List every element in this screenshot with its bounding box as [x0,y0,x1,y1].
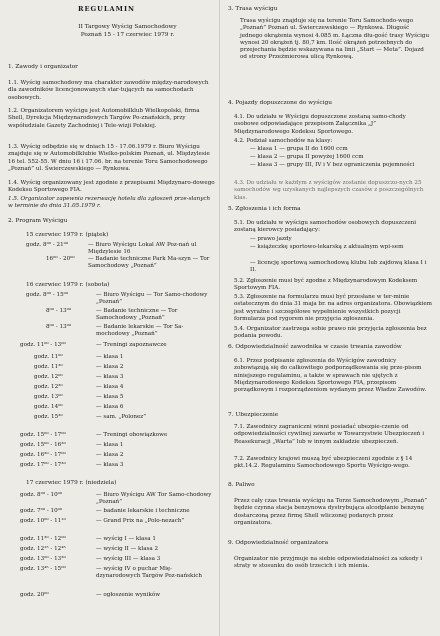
schedule-text: — wyścig IV o puchar Mię-dzynarodowych Targów Poz-nańskich [96,566,202,580]
section-7-heading: 7. Ubezpieczenie [228,412,279,418]
paragraph-5-1: 5.1. Do udziału w wyścigu samochodów osobowych dopuszczeni zostaną kierowcy posiadający: [234,220,417,234]
schedule-time: godz. 13⁰⁰ - 13³⁰ [20,556,66,562]
schedule-text: — klasa 3 [96,374,124,380]
schedule-text: — Badanie techniczne Park Ma-szyn — Tor Samochodowy „Poznań” [88,256,210,270]
schedule-time: godz. 12³⁰ [34,384,63,390]
schedule-text: — Badanie lekarskie — Tor Sa-mochodowy „Poznań” [96,324,184,338]
schedule-time: godz. 11⁰⁰ - 13⁰⁰ [20,342,66,348]
schedule-time: godz. 11³⁰ [34,364,63,370]
schedule-text: — sam. „Polonez” [96,414,147,420]
schedule-time: godz. 8⁰⁰ - 10⁰⁰ [20,492,63,498]
section-2-heading: 2. Program Wyścigu [8,218,68,224]
schedule-time: 16⁰⁰ - 20⁰⁰ [46,256,75,262]
schedule-text: — Treningi obowiązkowe [96,432,168,438]
class-1: — klasa 1 — grupa II do 1600 ccm [250,146,348,152]
schedule-time: godz. 13⁴⁵ - 15⁰⁰ [20,566,66,572]
schedule-time: godz. 13⁰⁰ [34,394,63,400]
paragraph-1-1: 1.1. Wyścig samochodowy ma charakter zawodów między-narodowych dla zawodników licencjonowanych star-tujących na samochodach osobowych. [8,80,209,101]
schedule-time: godz. 8⁰⁰ - 21⁰⁰ [26,242,69,248]
paragraph-5-4: 5.4. Organizator zastrzega sobie prawo nie przyjęcia zgłoszenia bez podania powodu. [234,326,427,340]
schedule-time: godz. 11³⁰ - 12⁰⁰ [20,536,66,542]
schedule-time: godz. 12⁰⁰ [34,374,63,380]
schedule-time: 8⁰⁰ - 13⁰⁰ [46,308,72,314]
schedule-time: godz. 12¹⁵ - 12⁴⁵ [20,546,66,552]
requirement-item: — książeczkę sportowo-lekarską z aktualnym wpi-sem [250,244,404,250]
schedule-time: godz. 17⁰⁰ - 17³⁰ [20,462,66,468]
schedule-time: godz. 14⁰⁰ [34,404,63,410]
schedule-text: — klasa 3 [96,462,124,468]
date-16-june: 16 czerwiec 1979 r. (sobota) [26,282,110,288]
section-9-heading: 9. Odpowiedzialność organizatora [228,540,329,546]
schedule-text: — klasa 4 [96,384,124,390]
schedule-time: 8⁰⁰ - 13⁰⁰ [46,324,72,330]
paragraph-9: Organizator nie przyjmuje na siebie odpowiedzialności za szkody i straty w stosunku do osób trzecich i ich mienia. [234,556,423,570]
right-column [220,0,440,636]
paragraph-4-3: 4.3. Do udziału w każdym z wyścigów zostanie dopuszczo-nych 25 samochodów wg uzyskanych najlepszych czasów z poszczególnych klas. [234,180,424,201]
paragraph-1-3: 1.3. Wyścig odbędzie się w dniach 15 - 17.06.1979 r. Biuro Wyścigu znajduje się w Automobilklubie Wielko-polskim Poznań, ul. Międzylesie 16 tel. 552-55. W dniu 16 i 17.06. br. na terenie Toru Samochodowego „Poznań” ul. Świerczewskiego — Rynkowa. [8,144,210,172]
requirement-item: — prawo jazdy [250,236,292,242]
section-4-heading: 4. Pojazdy dopuszczone do wyścigu [228,100,332,106]
section-1-heading: 1. Zawody i organizator [8,64,78,70]
paragraph-1-4: 1.4. Wyścig organizowany jest zgodnie z przepisami Międzynaro-dowego Kodeksu Sportowego FIA. [8,180,215,194]
schedule-time: godz. 15³⁰ [34,414,63,420]
section-8-heading: 8. Paliwo [228,482,255,488]
document-title: REGULAMIN [78,5,136,13]
schedule-time: godz. 15⁰⁰ - 16³⁰ [20,442,66,448]
paragraph-6-1: 6.1. Przez podpisanie zgłoszenia do Wyścigów zawodnicy zobowiązują się do całkowitego podporządkowania się prze-pisom niniejszego regulaminu, a także w sprawach nie ujętych z Międzynarodowego Kodeksu Sportowego FIA, przepisom porządkowym i rozporządzeniom wydanym przez Władze Zawodów. [234,358,427,394]
paragraph-4-2: 4.2. Podział samochodów na klasy: [234,138,333,144]
paragraph-4-1: 4.1. Do udziału w Wyścigu dopuszczone zostaną samo-chody osobowe odpowiadające przepisom Załącznika „J” Międzynarodowego Kodeksu Sportowego. [234,114,406,135]
schedule-text: — Biuro Wyścigu — Tor Samo-chodowy „Poznań” [96,292,208,306]
schedule-text: — Grand Prix na „Polo-nezach” [96,518,185,524]
class-2: — klasa 2 — grupa II powyżej 1600 ccm [250,154,364,160]
section-5-heading: 5. Zgłoszenia i ich forma [228,206,301,212]
schedule-text: — klasa 2 [96,452,124,458]
schedule-text: — klasa 6 [96,404,124,410]
section-6-heading: 6. Odpowiedzialność zawodnika w czasie trwania zawodów [228,344,402,350]
schedule-time: godz. 8⁰⁰ - 15⁰⁰ [26,292,69,298]
schedule-text: — klasa 1 [96,354,124,360]
date-17-june: 17 czerwiec 1979 r. (niedziela) [26,480,117,486]
document-subtitle: II Targowy Wyścig Samochodowy Poznań 15 - 17 czerwiec 1979 r. [78,24,177,38]
section-3-heading: 3. Trasa wyścigu [228,6,278,12]
schedule-time: godz. 20⁰⁰ [20,592,49,598]
schedule-time: godz. 7⁰⁰ - 10⁰⁰ [20,508,63,514]
schedule-text: — ogłoszenie wyników [96,592,160,598]
paragraph-5-3: 5.3. Zgłoszenie na formularzu musi być przesłane w ter-minie ostatecznym do dnia 31 maja br. na adres organizatora. Obowiązkiem jest wyraźne i szczegółowe wypełnienie wszystkich pozycji formularza pod rygorem nie przyjęcia zgłoszenia. [234,294,432,322]
schedule-text: — klasa 1 [96,442,124,448]
paragraph-7-2: 7.2. Zawodnicy krajowi muszą być ubezpieczeni zgodnie z § 14 pkt.14.2. Regulaminu Samochodowego Sportu Wyścigo-wego. [234,456,413,470]
schedule-time: godz. 16³⁰ - 17⁰⁰ [20,452,66,458]
schedule-text: — wyścig I — klasa 1 [96,536,156,542]
schedule-text: — Biuro Wyścigu Lokal AW Poz-nań ul Międzylesie 16 [88,242,197,256]
schedule-text: — Treningi zapoznawcze [96,342,167,348]
schedule-text: — klasa 5 [96,394,124,400]
date-15-june: 15 czerwiec 1979 r. (piątek) [26,232,109,238]
paragraph-1-2: 1.2. Organizatorem wyścigu jest Automobilklub Wielkopolski, firma Shell, Dyrekcja Międzynarodowych Targów Po-znańskich, przy współudziale Gazety Zachodniej i Tele-wizji Polskiej. [8,108,200,129]
schedule-text: — Badanie techniczne — Tor Samochodowy „Poznań” [96,308,178,322]
paragraph-5-2: 5.2. Zgłoszenie musi być zgodne z Międzynarodowym Kodeksem Sportowym FIA. [234,278,418,292]
schedule-time: godz. 15⁰⁰ - 17⁰⁰ [20,432,66,438]
paragraph-3: Trasa wyścigu znajduje się na terenie Toru Samochodo-wego „Poznań” Poznań ul. Świerczewskiego — Rynkowa. Długość jednego okrążenia wynosi 4.085 m. Łączna dłu-gość trasy Wyścigu wynosi 20 okrążeń tj. 80,7 km. Ilość okrążeń potrzebnych do przejechania będzie wskazywana na linii „Start — Meta”. Dojazd od strony Przeźmierowa ulicą Rynkową. [240,18,430,61]
schedule-text: — wyścig II — klasa 2 [96,546,159,552]
schedule-time: godz. 10⁰⁰ - 11¹⁰ [20,518,66,524]
schedule-text: — wyścig III — klasa 3 [96,556,161,562]
schedule-text: — Biuro Wyścigu AW Tor Samo-chodowy „Poznań” [96,492,212,506]
class-3: — klasa 3 — grupy III, IV i V bez ograniczenia pojemności [250,162,415,168]
paragraph-7-1: 7.1. Zawodnicy zagraniczni winni posiadać ubezpie-czenie od odpowiedzialności cywilnej zawarte w Towarzystwie Ubezpieczeń i Reasekuracji „Warta” lub w innym zakładzie ubezpieczeń. [234,424,424,445]
schedule-time: godz. 11⁰⁰ [34,354,63,360]
paragraph-1-5: 1.5. Organizator zapewnia rezerwację hotelu dla zgłoszeń prze-słanych w terminie do dnia 31.05.1979 r. [8,196,211,210]
requirement-item: — licencję sportową samochodową klubu lub zajdową klasa I i II. [250,260,427,274]
schedule-text: — badanie lekarskie i techniczne [96,508,190,514]
paragraph-8: Przez cały czas trwania wyścigu na Torze Samochodowym „Poznań” będzie czynna stacja benzynowa dystrybująca alcodplanie benzynę dostarczoną przez firmę Shell wliczonej podanych przez organizatora. [234,498,428,526]
schedule-text: — klasa 2 [96,364,124,370]
